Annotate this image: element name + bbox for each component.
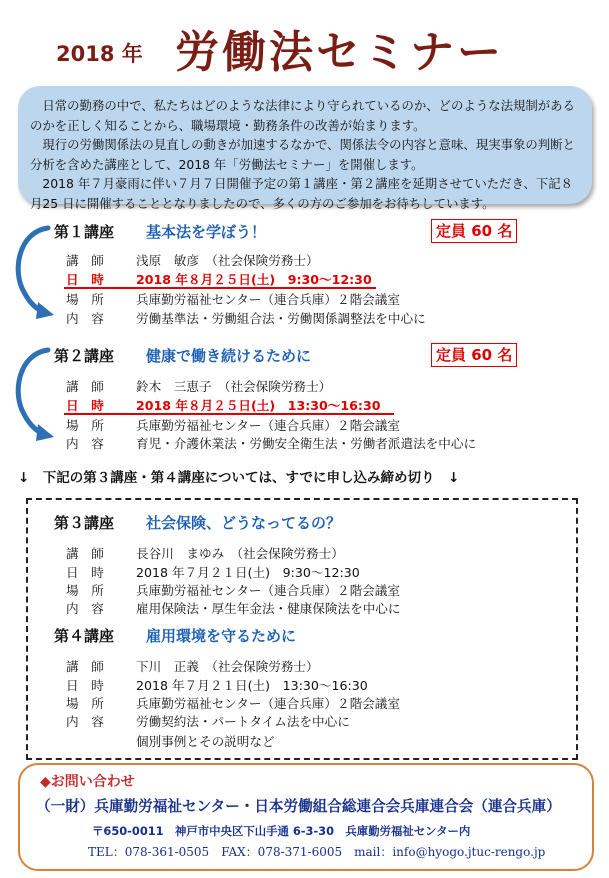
intro-paragraph: 現行の労働関係法の見直しの動きが加速するなかで、関係法令の内容と意味、現実事象の判断と分析を含めた講座として、2018 年「労働法セミナー」を開催します。 (30, 137, 575, 172)
lecture-4-place-row (66, 693, 400, 712)
lecture-2-place-row (66, 415, 400, 434)
row-value: 兵庫勤労福祉センター（連合兵庫）２階会議室 (136, 292, 400, 307)
lecture-1-capacity-badge: 定員 60 名 (431, 219, 517, 243)
curved-arrow-icon (10, 222, 60, 322)
row-value: 2018 年８月２５日(土) 9:30～12:30 (136, 272, 372, 287)
lecture-1-theme: 基本法を学ぼう！ (146, 223, 267, 241)
lecture-1-lecturer-row (66, 250, 319, 269)
lecture-2-content-row (66, 433, 476, 452)
row-value: 育児・介護休業法・労働安全衛生法・労働者派遣法を中心に (136, 436, 477, 451)
row-value: 長谷川 まゆみ （社会保険労務士） (136, 546, 344, 561)
lecture-1-number: 第１講座 (54, 223, 115, 241)
row-label: 場 所 (66, 292, 104, 307)
contact-address: 〒650-0011 神戸市中央区下山手通 6-3-30 兵庫勤労福祉センター内 (92, 824, 471, 838)
row-value: 2018 年８月２５日(土) 13:30～16:30 (136, 398, 381, 413)
row-label: 講 師 (66, 379, 104, 394)
row-label: 講 師 (66, 253, 104, 268)
lecture-3-content-row (66, 598, 400, 617)
row-value: 兵庫勤労福祉センター（連合兵庫）２階会議室 (136, 418, 400, 433)
contact-organization: （一財）兵庫勤労福祉センター・日本労働組合総連合会兵庫連合会（連合兵庫） (36, 798, 561, 815)
row-label: 場 所 (66, 696, 104, 711)
intro-paragraph: 日常の勤務の中で、私たちはどのような法律により守られているのか、どのような法規制があるのかを正しく知ることから、職場環境・勤務条件の改善が始まります。 (30, 98, 575, 133)
title-year: 2018 年 (56, 42, 143, 66)
row-label: 内 容 (66, 601, 104, 616)
lecture-4-date-row (66, 675, 368, 694)
row-label: 日 時 (66, 272, 104, 287)
lecture-2-number: 第２講座 (54, 347, 115, 365)
row-label: 内 容 (66, 311, 104, 326)
lecture-1-place-row (66, 289, 400, 308)
lecture-4-number: 第４講座 (54, 627, 115, 645)
lecture-1-date-row (66, 269, 372, 288)
lecture-1-content-row (66, 308, 426, 327)
lecture-4-theme: 雇用環境を守るために (146, 627, 297, 645)
row-label: 場 所 (66, 583, 104, 598)
row-value: 兵庫勤労福祉センター（連合兵庫）２階会議室 (136, 696, 400, 711)
row-value: 労働契約法・パートタイム法を中心に (136, 714, 350, 729)
row-value: 下川 正義 （社会保険労務士） (136, 659, 319, 674)
row-label: 日 時 (66, 565, 104, 580)
row-label: 場 所 (66, 418, 104, 433)
intro-text (30, 96, 584, 214)
row-label: 内 容 (66, 714, 104, 729)
row-value: 2018 年７月２１日(土) 9:30～12:30 (136, 565, 360, 580)
contact-phone-email: TEL：078-361-0505 FAX：078-371-6005 mail：info@hyogo.jtuc-rengo.jp (88, 845, 546, 859)
row-label: 日 時 (66, 678, 104, 693)
row-label: 内 容 (66, 436, 104, 451)
row-value: 個別事例とその説明など (136, 734, 275, 749)
row-value: 2018 年７月２１日(土) 13:30～16:30 (136, 678, 368, 693)
row-label: 日 時 (66, 398, 104, 413)
page-title: 労働法セミナー (175, 27, 504, 78)
lecture-2-date-row (66, 395, 380, 414)
lecture-2-theme: 健康で働き続けるために (146, 347, 312, 365)
row-label: 講 師 (66, 659, 104, 674)
lecture-4-lecturer-row (66, 656, 319, 675)
row-value: 雇用保険法・厚生年金法・健康保険法を中心に (136, 601, 401, 616)
lecture-3-number: 第３講座 (54, 514, 115, 532)
lecture-4-content-row (66, 711, 350, 730)
closed-notice: ↓ 下記の第３講座・第４講座については、すでに申し込み締め切り ↓ (18, 470, 460, 486)
lecture-3-theme: 社会保険、どうなってるの？ (146, 514, 342, 532)
row-value: 兵庫勤労福祉センター（連合兵庫）２階会議室 (136, 583, 400, 598)
lecture-4-content-row-2 (66, 731, 275, 750)
contact-title: ◆お問い合わせ (40, 774, 135, 790)
curved-arrow-icon (10, 344, 60, 444)
lecture-3-lecturer-row (66, 543, 344, 562)
lecture-3-date-row (66, 562, 360, 581)
lecture-2-lecturer-row (66, 376, 331, 395)
row-value: 鈴木 三恵子 （社会保険労務士） (136, 379, 332, 394)
row-value: 浅原 敏彦 （社会保険労務士） (136, 253, 319, 268)
lecture-2-capacity-badge: 定員 60 名 (431, 343, 517, 367)
intro-paragraph: 2018 年７月豪雨に伴い７月７日開催予定の第１講座・第２講座を延期させていただき、下記８月25 日に開催することとなりましたので、多くの方のご参加をお待ちしています。 (30, 176, 573, 211)
row-label: 講 師 (66, 546, 104, 561)
lecture-3-place-row (66, 580, 400, 599)
row-value: 労働基準法・労働組合法・労働関係調整法を中心に (136, 311, 426, 326)
